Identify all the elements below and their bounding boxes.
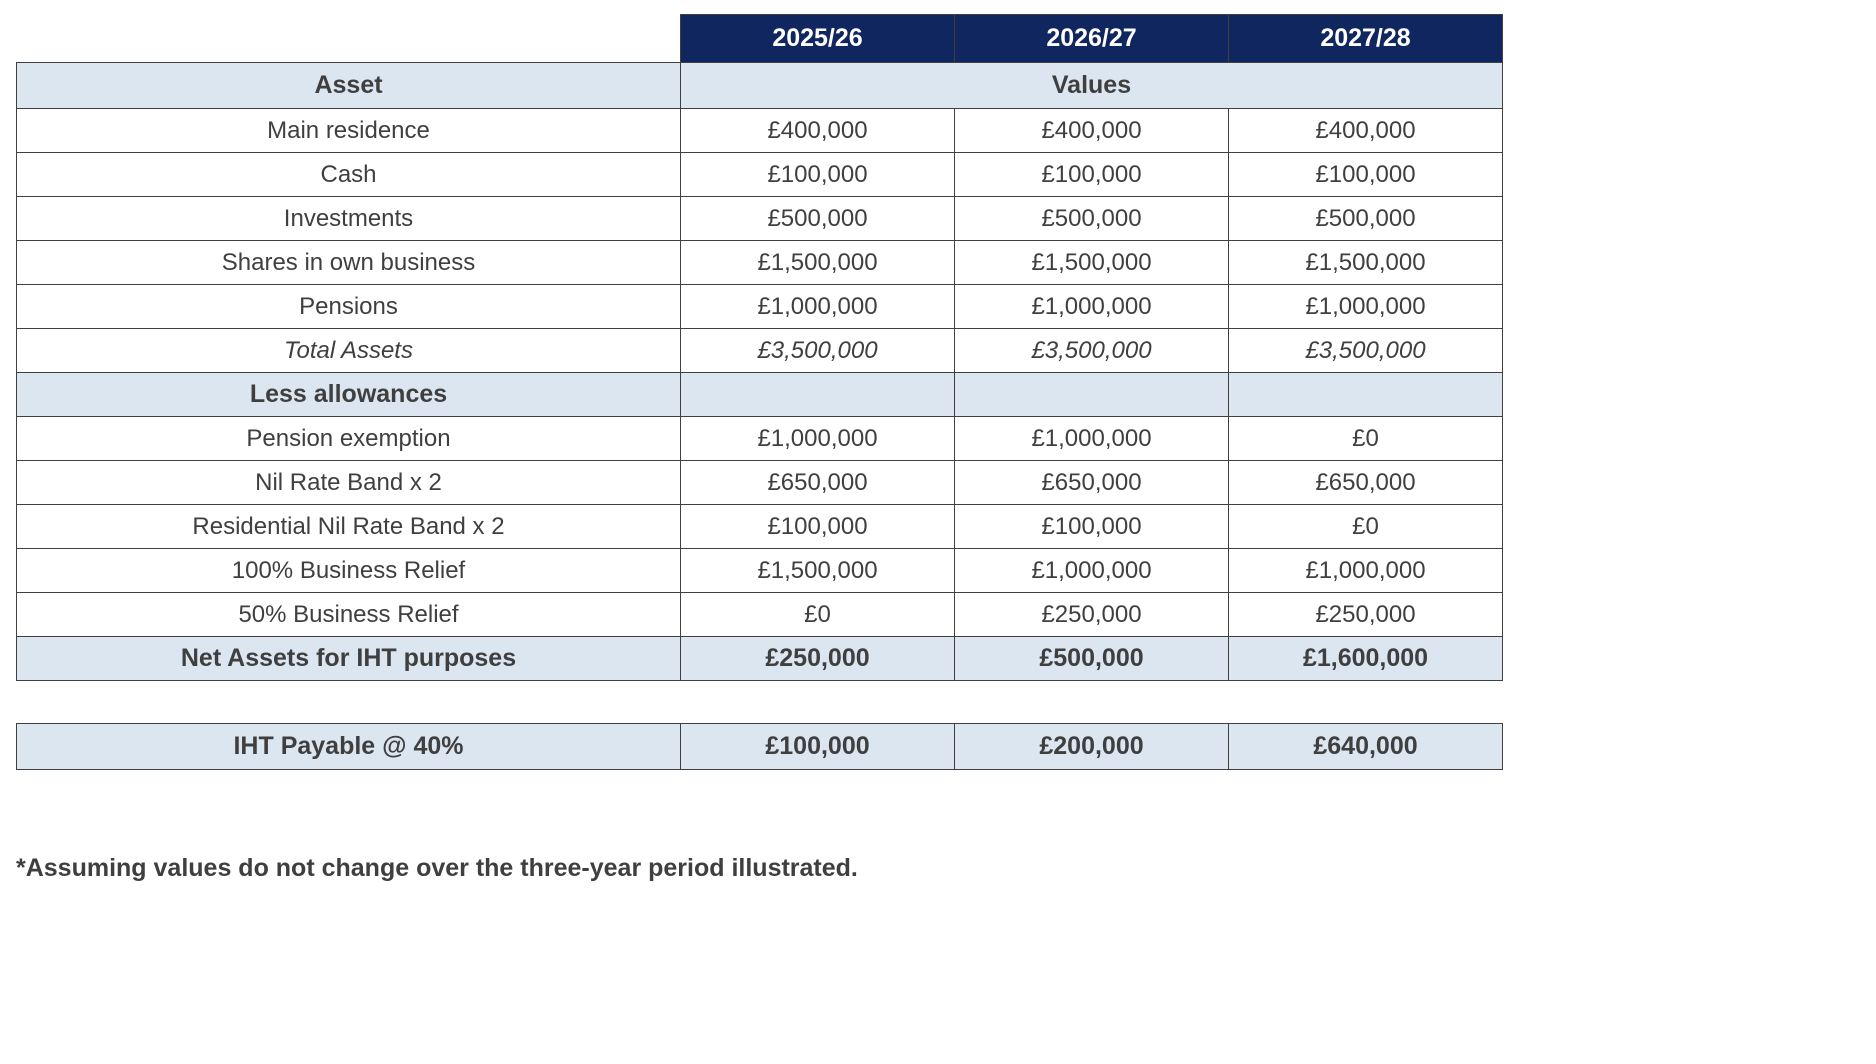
table-row (17, 593, 1503, 637)
row-value: £100,000 (681, 153, 955, 197)
row-value: £100,000 (681, 505, 955, 549)
table-row (17, 109, 1503, 153)
row-value: £500,000 (681, 197, 955, 241)
year-header-2025-26: 2025/26 (681, 15, 955, 63)
table-row (17, 505, 1503, 549)
table-row (17, 329, 1503, 373)
row-label: Net Assets for IHT purposes (17, 637, 681, 681)
row-value: £250,000 (681, 637, 955, 681)
row-value: £100,000 (1229, 153, 1503, 197)
row-label: Pensions (17, 285, 681, 329)
assumption-footnote: *Assuming values do not change over the three-year period illustrated. (16, 854, 858, 882)
row-value: £650,000 (955, 461, 1229, 505)
iht-payable-value: £200,000 (955, 724, 1229, 770)
row-value: £1,000,000 (955, 417, 1229, 461)
row-value: £3,500,000 (955, 329, 1229, 373)
asset-rows (17, 109, 1503, 681)
row-value (681, 373, 955, 417)
table-row (17, 417, 1503, 461)
iht-payable-value: £640,000 (1229, 724, 1503, 770)
row-value (1229, 373, 1503, 417)
row-value: £1,500,000 (681, 241, 955, 285)
iht-payable-row (17, 724, 1503, 770)
row-label: 50% Business Relief (17, 593, 681, 637)
row-value: £0 (1229, 505, 1503, 549)
row-value: £400,000 (1229, 109, 1503, 153)
row-value: £1,000,000 (955, 549, 1229, 593)
row-value: £0 (681, 593, 955, 637)
table-row (17, 197, 1503, 241)
values-header-cell: Values (681, 63, 1503, 109)
row-value: £100,000 (955, 505, 1229, 549)
table-row (17, 153, 1503, 197)
row-value: £1,000,000 (681, 417, 955, 461)
row-value: £1,000,000 (1229, 549, 1503, 593)
table-row (17, 285, 1503, 329)
row-value: £1,000,000 (955, 285, 1229, 329)
row-label: Shares in own business (17, 241, 681, 285)
iht-asset-table (16, 14, 1503, 681)
row-value: £250,000 (955, 593, 1229, 637)
row-value: £1,600,000 (1229, 637, 1503, 681)
row-label: Investments (17, 197, 681, 241)
row-value: £1,000,000 (1229, 285, 1503, 329)
row-value: £650,000 (681, 461, 955, 505)
year-header-2027-28: 2027/28 (1229, 15, 1503, 63)
row-value: £250,000 (1229, 593, 1503, 637)
row-label: Residential Nil Rate Band x 2 (17, 505, 681, 549)
row-value: £1,500,000 (1229, 241, 1503, 285)
row-label: Main residence (17, 109, 681, 153)
row-label: Cash (17, 153, 681, 197)
table-row (17, 373, 1503, 417)
row-label: Pension exemption (17, 417, 681, 461)
row-value: £0 (1229, 417, 1503, 461)
row-value: £650,000 (1229, 461, 1503, 505)
table-row (17, 461, 1503, 505)
row-label: Less allowances (17, 373, 681, 417)
row-value: £400,000 (955, 109, 1229, 153)
row-value: £500,000 (955, 637, 1229, 681)
row-label: Nil Rate Band x 2 (17, 461, 681, 505)
asset-header-cell: Asset (17, 63, 681, 109)
subheader-row (17, 63, 1503, 109)
row-value: £1,500,000 (955, 241, 1229, 285)
table-row (17, 241, 1503, 285)
corner-blank-cell (17, 15, 681, 63)
row-label: 100% Business Relief (17, 549, 681, 593)
row-value: £500,000 (1229, 197, 1503, 241)
table-row (17, 549, 1503, 593)
row-value: £100,000 (955, 153, 1229, 197)
iht-payable-label: IHT Payable @ 40% (17, 724, 681, 770)
row-value: £1,500,000 (681, 549, 955, 593)
row-value: £400,000 (681, 109, 955, 153)
iht-payable-table (16, 723, 1503, 770)
row-value: £3,500,000 (681, 329, 955, 373)
table-row (17, 637, 1503, 681)
iht-payable-value: £100,000 (681, 724, 955, 770)
year-header-2026-27: 2026/27 (955, 15, 1229, 63)
row-value: £3,500,000 (1229, 329, 1503, 373)
row-value: £500,000 (955, 197, 1229, 241)
row-value (955, 373, 1229, 417)
year-header-row (17, 15, 1503, 63)
row-value: £1,000,000 (681, 285, 955, 329)
row-label: Total Assets (17, 329, 681, 373)
